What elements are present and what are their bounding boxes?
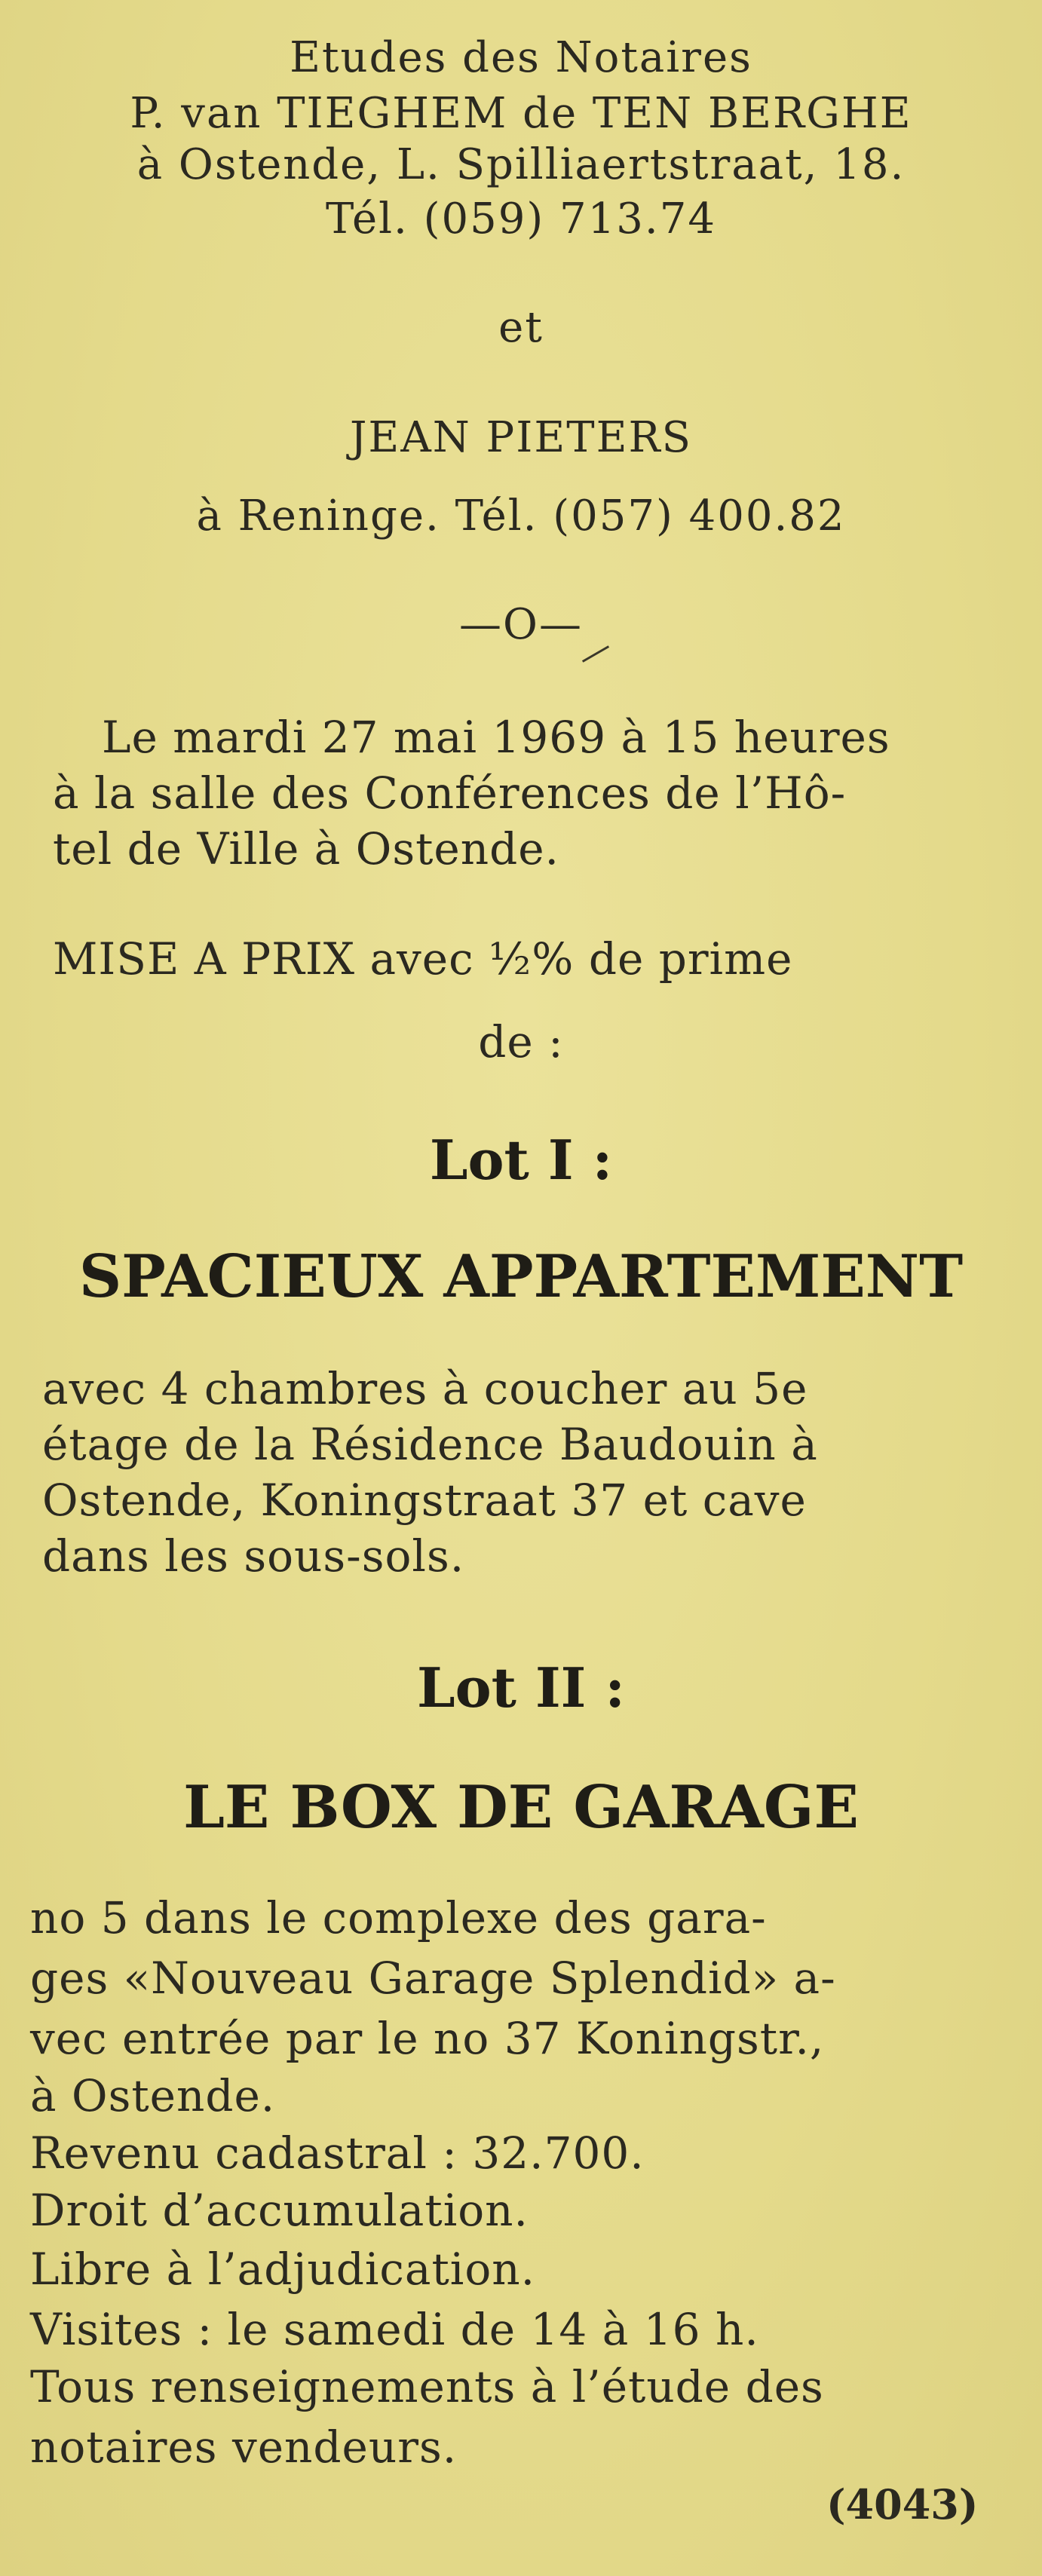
header-line-3: à Ostende, L. Spilliaertstraat, 18. xyxy=(136,140,906,189)
lot2-line-9: Tous renseignements à l’étude des xyxy=(30,2361,824,2412)
separator: —O— xyxy=(459,600,583,649)
mise-a-prix-line-2: de : xyxy=(478,1016,564,1067)
lot1-line-3: Ostende, Koningstraat 37 et cave xyxy=(42,1475,807,1526)
header-line-1: Etudes des Notaires xyxy=(290,33,752,82)
lot2-line-4: à Ostende. xyxy=(30,2070,276,2121)
intro-line-3: tel de Ville à Ostende. xyxy=(53,823,559,874)
lot2-title: LE BOX DE GARAGE xyxy=(183,1773,859,1842)
header-line-6: à Reninge. Tél. (057) 400.82 xyxy=(196,492,846,541)
lot2-line-1: no 5 dans le complexe des gara- xyxy=(30,1892,767,1943)
lot2-line-3: vec entrée par le no 37 Koningstr., xyxy=(30,2013,825,2064)
header-conjunction: et xyxy=(498,303,544,352)
lot1-line-1: avec 4 chambres à coucher au 5e xyxy=(42,1363,808,1414)
header-line-5: JEAN PIETERS xyxy=(349,413,692,462)
lot1-heading: Lot I : xyxy=(429,1128,613,1192)
lot2-line-5: Revenu cadastral : 32.700. xyxy=(30,2127,645,2179)
lot2-line-10: notaires vendeurs. xyxy=(30,2421,458,2473)
intro-line-2: à la salle des Conférences de l’Hô- xyxy=(53,767,847,819)
lot2-line-8: Visites : le samedi de 14 à 16 h. xyxy=(30,2304,759,2355)
lot2-line-7: Libre à l’adjudication. xyxy=(30,2244,536,2295)
lot1-line-4: dans les sous-sols. xyxy=(42,1530,465,1582)
intro-line-1: Le mardi 27 mai 1969 à 15 heures xyxy=(102,712,890,763)
reference-number: (4043) xyxy=(826,2480,979,2529)
header-line-4: Tél. (059) 713.74 xyxy=(326,195,716,244)
header-line-2: P. van TIEGHEM de TEN BERGHE xyxy=(130,89,912,138)
lot2-line-6: Droit d’accumulation. xyxy=(30,2185,529,2236)
lot1-title: SPACIEUX APPARTEMENT xyxy=(78,1242,964,1311)
lot2-heading: Lot II : xyxy=(417,1656,625,1720)
lot1-line-2: étage de la Résidence Baudouin à xyxy=(42,1419,818,1470)
mise-a-prix-line-1: MISE A PRIX avec ½% de prime xyxy=(53,933,793,985)
lot2-line-2: ges «Nouveau Garage Splendid» a- xyxy=(30,1953,836,2004)
